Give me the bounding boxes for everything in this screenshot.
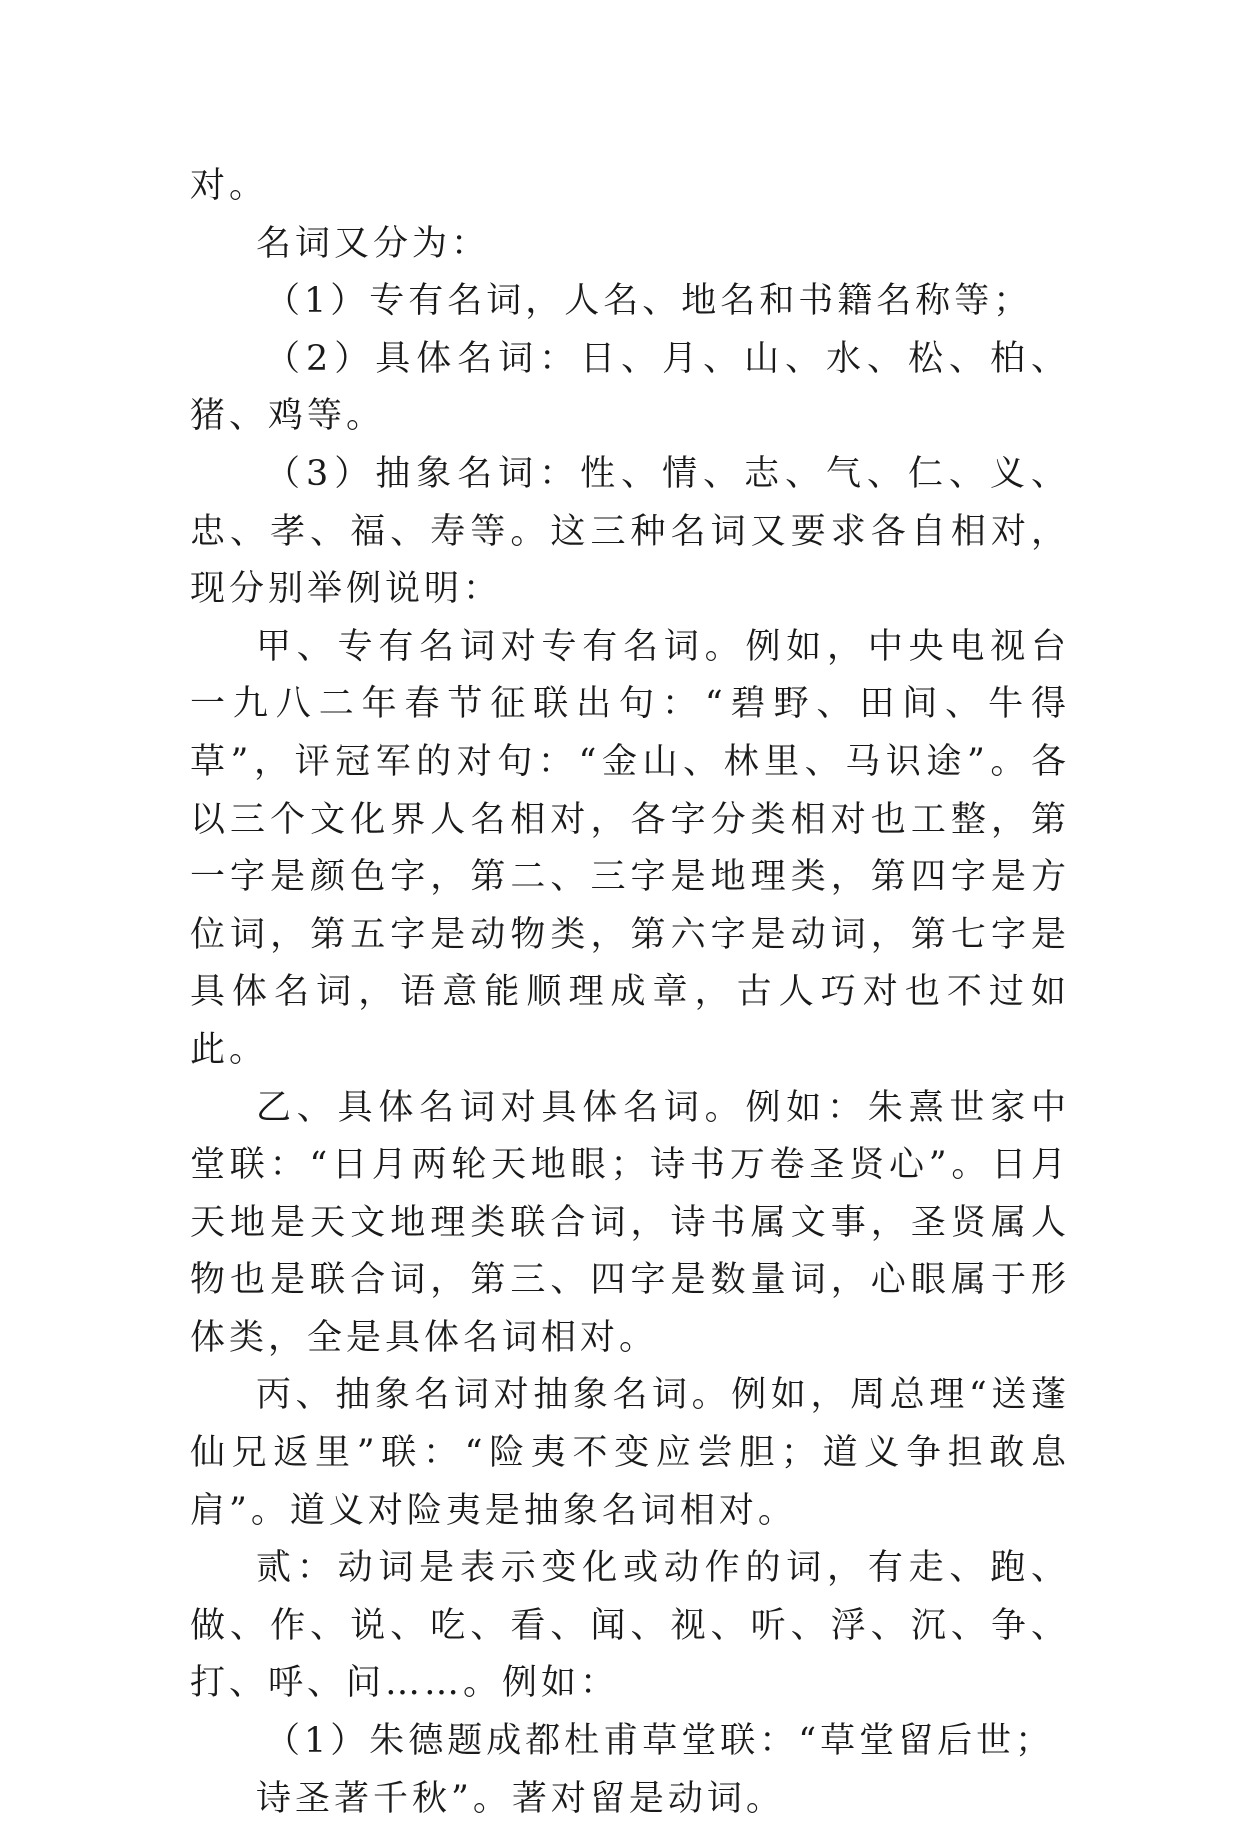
paragraph-continuation: 对。 — [190, 166, 269, 206]
list-item-proper-nouns: （1）专有名词，人名、地名和书籍名称等； — [265, 281, 1033, 322]
paragraph-example-bing: 丙、抽象名词对抽象名词。例如，周总理“送蓬仙兄返里”联：“险夷不变应尝胆；道义争担敢息肩”。道义对险夷是抽象名词相对。 — [190, 1375, 1070, 1531]
document-body — [190, 158, 1070, 1828]
list-item-concrete-nouns: （2）具体名词：日、月、山、水、松、柏、猪、鸡等。 — [190, 338, 1070, 437]
paragraph-example-jia: 甲、专有名词对专有名词。例如，中央电视台一九八二年春节征联出句：“碧野、田间、牛得草”，评冠军的对句：“金山、林里、马识途”。各以三个文化界人名相对，各字分类相对也工整，第一字是颜色字，第二、三字是地理类，第四字是方位词，第五字是动物类，第六字是动词，第七字是具体名词，语意能顺理成章，古人巧对也不过如此。 — [190, 626, 1070, 1070]
paragraph-example-yi: 乙、具体名词对具体名词。例如：朱熹世家中堂联：“日月两轮天地眼；诗书万卷圣贤心”。日月天地是天文地理类联合词，诗书属文事，圣贤属人物也是联合词，第三、四字是数量词，心眼属于形体类，全是具体名词相对。 — [190, 1087, 1070, 1358]
list-item-verb-example-1: （1）朱德题成都杜甫草堂联：“草堂留后世； — [265, 1721, 1055, 1762]
paragraph-noun-types-intro: 名词又分为： — [256, 223, 491, 264]
paragraph-verbs: 贰：动词是表示变化或动作的词，有走、跑、做、作、说、吃、看、闻、视、听、浮、沉、争、打、呼、问……。例如： — [190, 1548, 1070, 1704]
list-item-abstract-nouns: （3）抽象名词：性、情、志、气、仁、义、忠、孝、福、寿等。这三种名词又要求各自相对，现分别举例说明： — [190, 453, 1070, 610]
list-item-verb-example-1-cont: 诗圣著千秋”。著对留是动词。 — [256, 1778, 785, 1819]
